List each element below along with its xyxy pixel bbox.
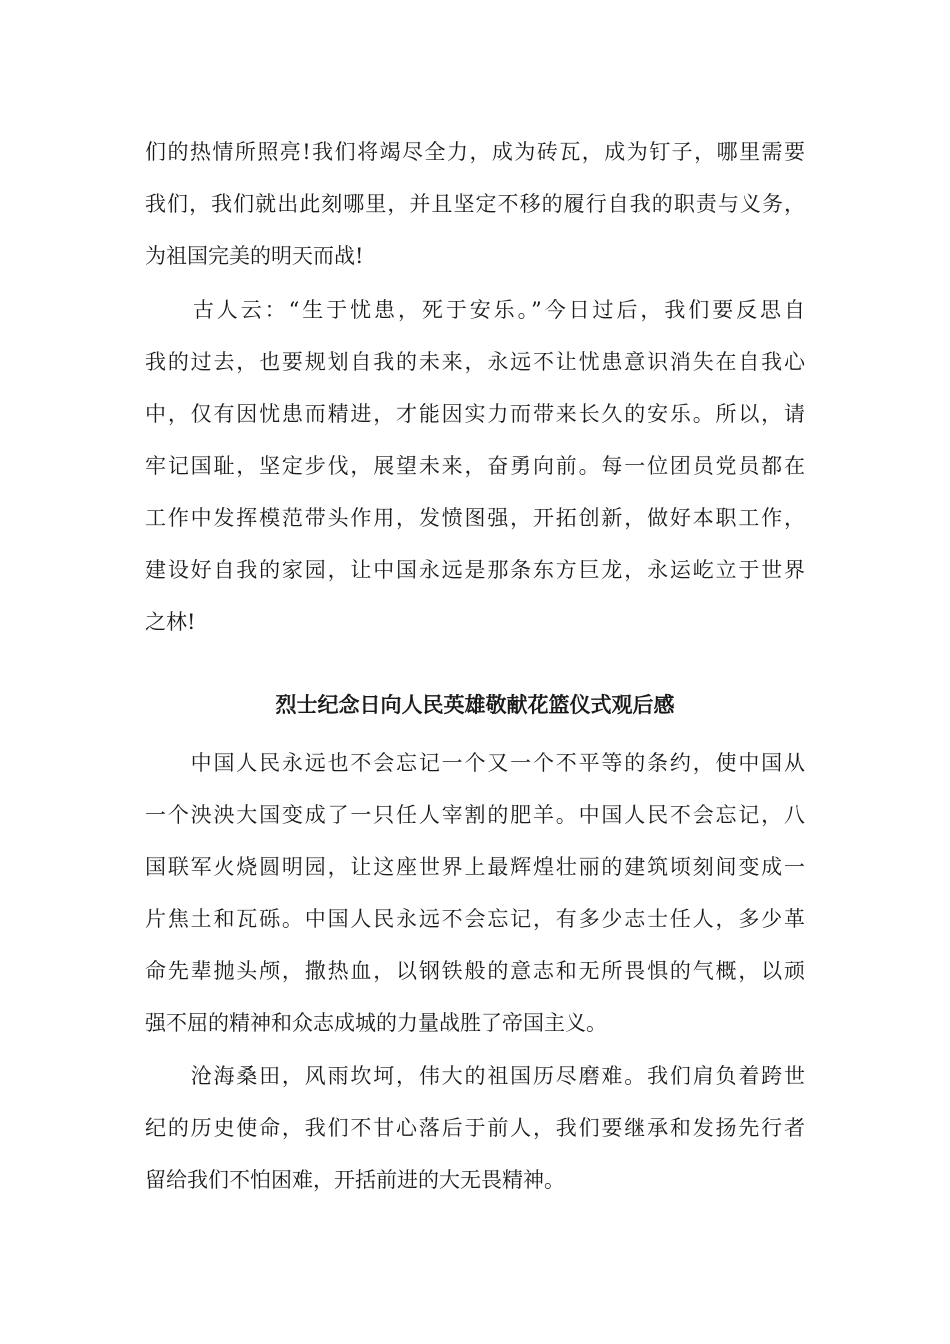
text-line: 强不屈的精神和众志成城的力量战胜了帝国主义。 — [145, 1011, 607, 1035]
paragraph-ancient-saying — [145, 284, 805, 648]
paragraph-unequal-treaties — [145, 737, 805, 1049]
paragraph-mission — [145, 1050, 805, 1206]
text-line: 我的过去，也要规划自我的未来，永远不让忧患意识消失在自我心 — [145, 350, 805, 374]
text-line: 中，仅有因忧患而精进，才能因实力而带来长久的安乐。所以，请 — [145, 402, 805, 426]
text-line: 我们，我们就出此刻哪里，并且坚定不移的履行自我的职责与义务， — [145, 192, 805, 216]
text-line: 建设好自我的家园，让中国永远是那条东方巨龙，永运屹立于世界 — [145, 558, 805, 582]
text-line: 纪的历史使命，我们不甘心落后于前人，我们要继承和发扬先行者 — [145, 1116, 805, 1140]
text-line: 之林! — [145, 610, 196, 634]
text-line: 留给我们不怕困难，开括前进的大无畏精神。 — [145, 1168, 565, 1192]
text-line: 一个泱泱大国变成了一只任人宰割的肥羊。中国人民不会忘记，八 — [145, 803, 805, 827]
text-line: 国联军火烧圆明园，让这座世界上最辉煌壮丽的建筑顷刻间变成一 — [145, 855, 805, 879]
text-line: 工作中发挥模范带头作用，发愤图强，开拓创新，做好本职工作， — [145, 506, 805, 530]
section-heading: 烈士纪念日向人民英雄敬献花篮仪式观后感 — [275, 693, 675, 717]
text-line: 们的热情所照亮!我们将竭尽全力，成为砖瓦，成为钉子，哪里需要 — [145, 140, 805, 164]
text-line: 中国人民永远也不会忘记一个又一个不平等的条约，使中国从 — [145, 751, 805, 775]
text-line: 沧海桑田，风雨坎坷，伟大的祖国历尽磨难。我们肩负着跨世 — [145, 1064, 805, 1088]
paragraph-continuation — [145, 126, 805, 282]
text-line: 古人云：“生于忧患，死于安乐。”今日过后，我们要反思自 — [145, 298, 805, 322]
text-line: 片焦土和瓦砾。中国人民永远不会忘记，有多少志士任人，多少革 — [145, 907, 805, 931]
text-line: 为祖国完美的明天而战! — [145, 244, 364, 268]
text-line: 命先辈抛头颅，撒热血，以钢铁般的意志和无所畏惧的气概，以顽 — [145, 959, 805, 983]
text-line: 牢记国耻，坚定步伐，展望未来，奋勇向前。每一位团员党员都在 — [145, 454, 805, 478]
